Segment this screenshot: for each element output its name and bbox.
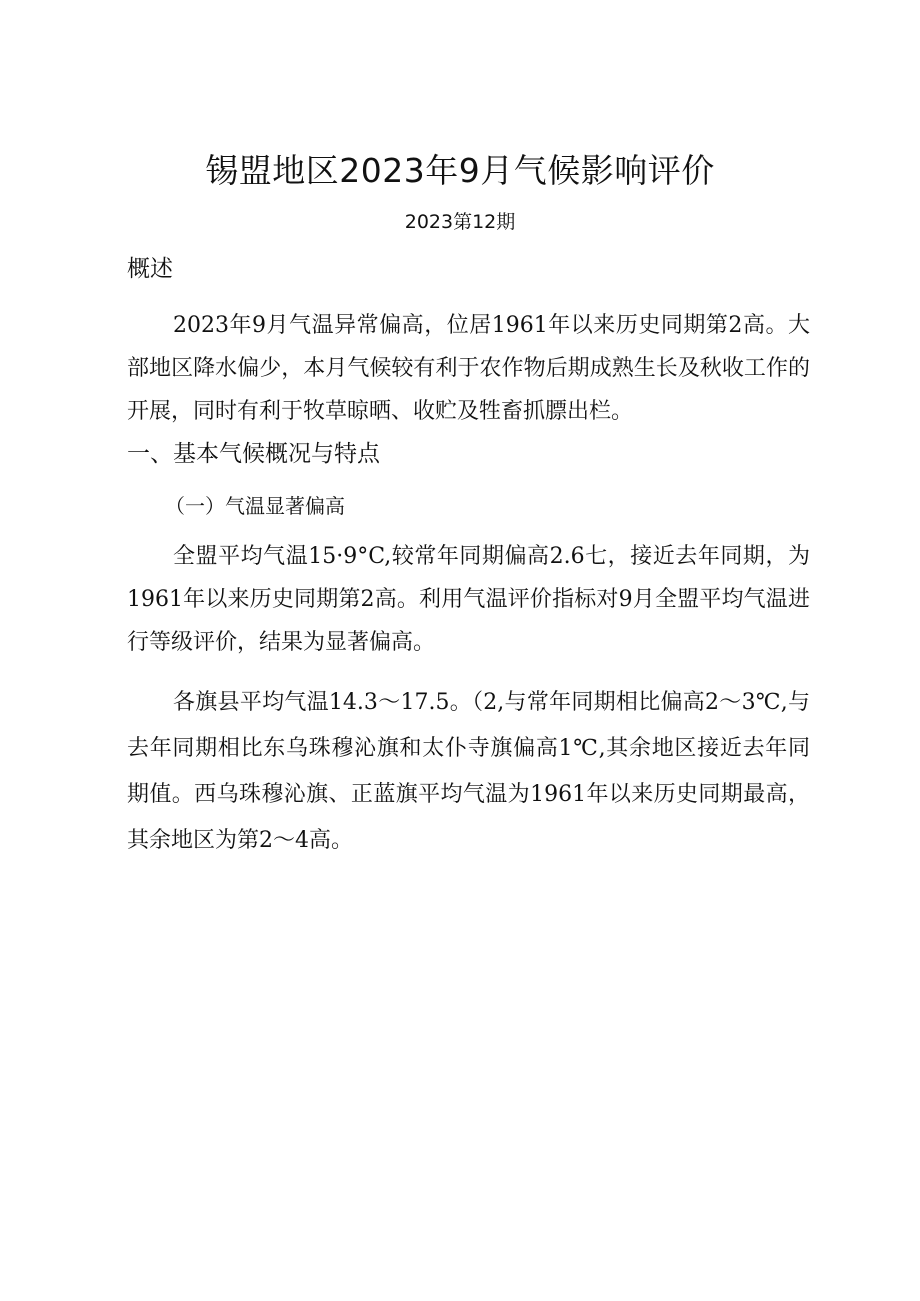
temperature-paragraph-1: 全盟平均气温15·9°C,较常年同期偏高2.6七，接近去年同期，为1961年以来历史同期第2高。利用气温评价指标对9月全盟平均气温进行等级评价，结果为显著偏高。	[127, 544, 810, 655]
overview-heading: 概述	[127, 256, 173, 282]
temperature-paragraph-2: 各旗县平均气温14.3～17.5。（2,与常年同期相比偏高2～3℃,与去年同期相比东乌珠穆沁旗和太仆寺旗偏高1℃,其余地区接近去年同期值。西乌珠穆沁旗、正蓝旗平均气温为1961年以来历史同期最高，其余地区为第2～4高。	[127, 690, 810, 853]
issue-number: 2023第12期	[404, 211, 516, 233]
overview-paragraph: 2023年9月气温异常偏高，位居1961年以来历史同期第2高。大部地区降水偏少，本月气候较有利于农作物后期成熟生长及秋收工作的开展，同时有利于牧草晾晒、收贮及牲畜抓膘出栏。	[127, 313, 810, 424]
subsection-heading-temperature: （一）气温显著偏高	[165, 494, 345, 518]
section-heading-basic-climate: 一、基本气候概况与特点	[127, 441, 380, 467]
document-title: 锡盟地区2023年9月气候影响评价	[205, 151, 715, 190]
